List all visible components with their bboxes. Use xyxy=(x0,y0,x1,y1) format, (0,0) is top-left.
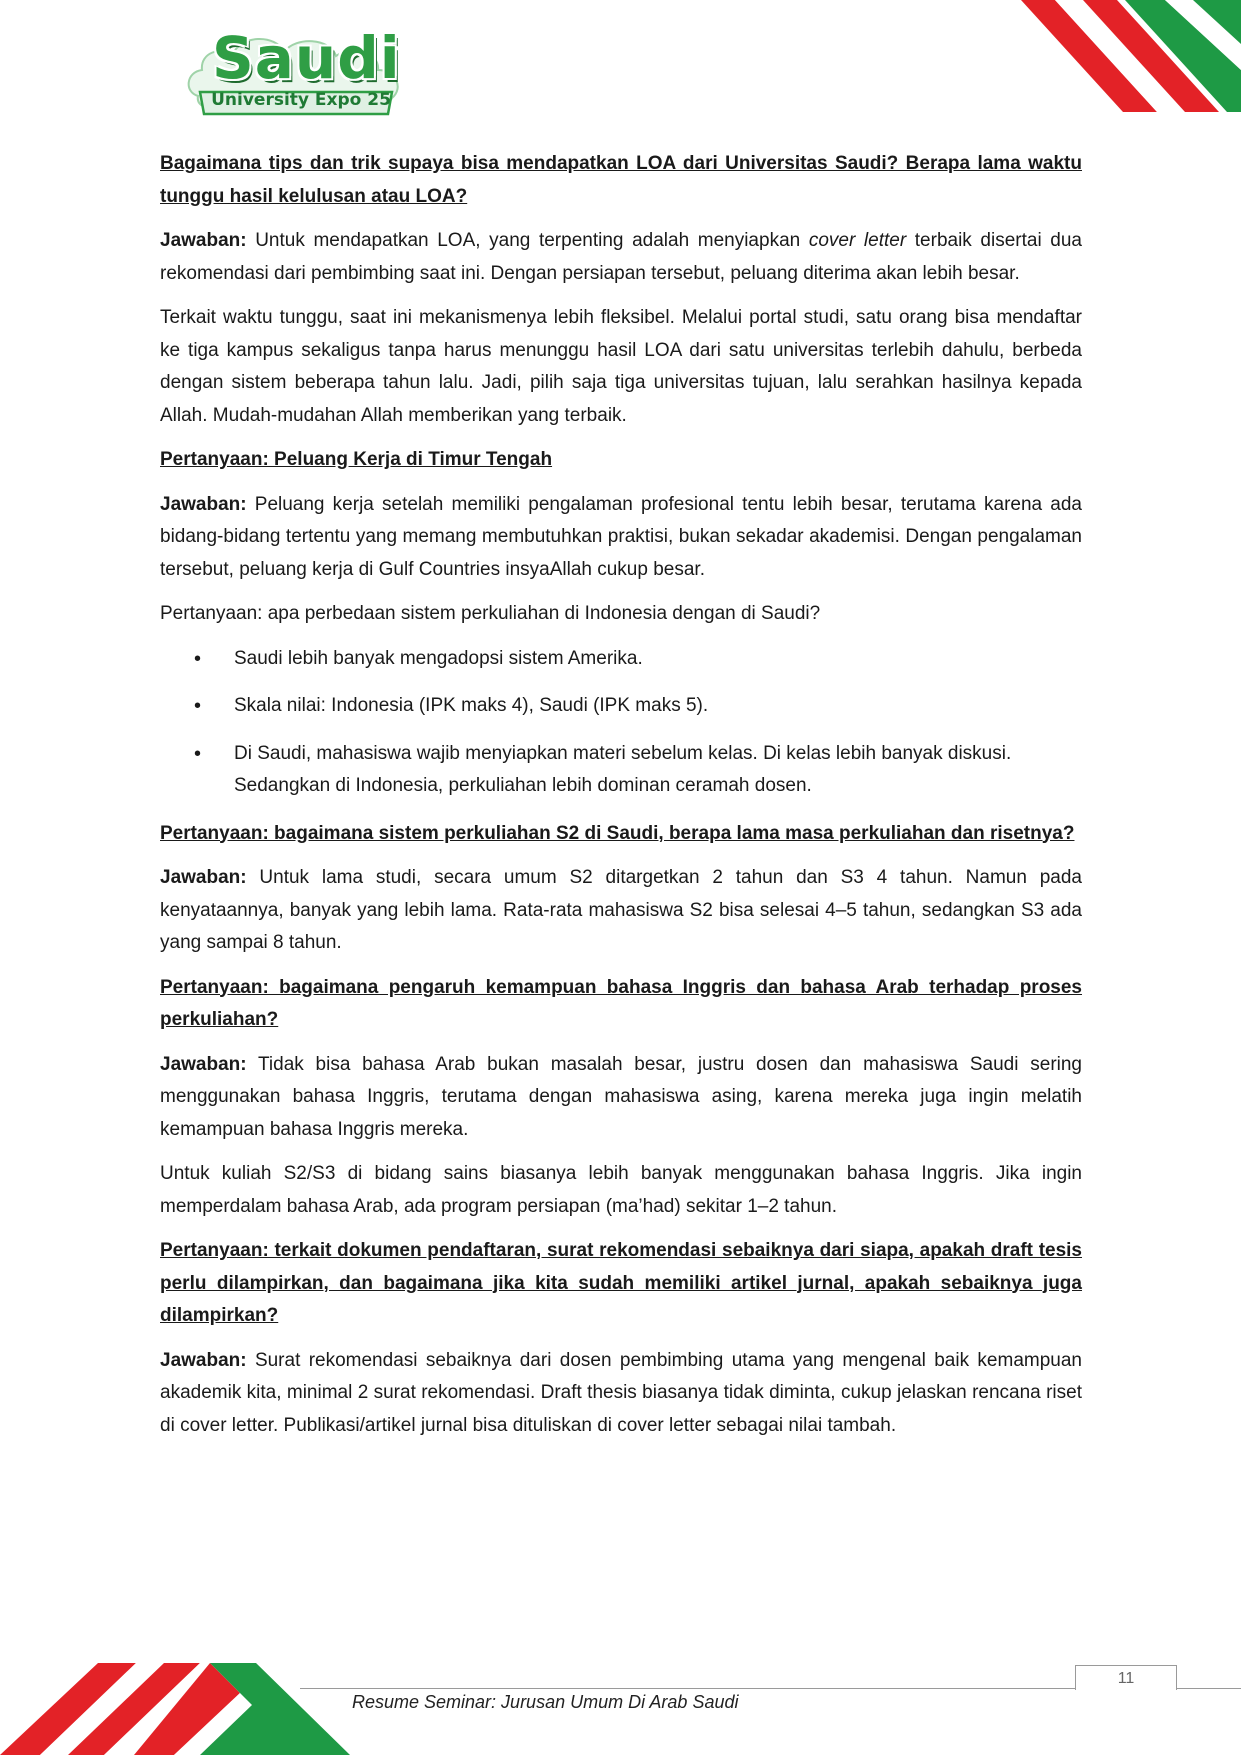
answer-language xyxy=(160,1049,1082,1147)
paragraph-science-language: Untuk kuliah S2/S3 di bidang sains biasanya lebih banyak menggunakan bahasa Inggris. Jika ingin memperdalam bahasa Arab, ada program persiapan (ma’had) sekitar 1–2 tahun. xyxy=(160,1163,1082,1217)
answer-label: Jawaban: xyxy=(160,867,247,888)
question-documents: Pertanyaan: terkait dokumen pendaftaran, surat rekomendasi sebaiknya dari siapa, apakah draft tesis perlu dilampirkan, dan bagaimana jika kita sudah memiliki artikel jurnal, apakah sebaiknya juga dilampirkan? xyxy=(160,1240,1082,1326)
corner-stripes-top xyxy=(991,0,1241,112)
footer-rule-tail xyxy=(1176,1688,1241,1689)
corner-stripes-bottom xyxy=(0,1663,360,1755)
answer-label: Jawaban: xyxy=(160,1349,247,1371)
answer-job-opportunity xyxy=(160,489,1082,587)
page-number: 11 xyxy=(1075,1665,1177,1690)
answer-documents xyxy=(160,1345,1082,1443)
document-body xyxy=(160,148,1082,1454)
list-item: • Saudi lebih banyak mengadopsi sistem Amerika. xyxy=(160,643,1082,676)
answer-label: Jawaban: xyxy=(160,493,247,515)
answer-text: Peluang kerja setelah memiliki pengalaman profesional tentu lebih besar, terutama karena ada bidang-bidang tertentu yang memang membutuhkan praktisi, bukan sekadar akademisi. Dengan pengalaman tersebut, peluang kerja di Gulf Countries insyaAllah cukup besar. xyxy=(160,493,1082,580)
logo-subtitle: University Expo 25 xyxy=(211,90,391,110)
logo-wordmark: Saudi xyxy=(212,24,401,92)
answer-loa-tips xyxy=(160,225,1082,290)
answer-text: Tidak bisa bahasa Arab bukan masalah besar, justru dosen dan mahasiswa Saudi sering menggunakan bahasa Inggris, terutama dengan mahasiswa asing, karena mereka juga ingin melatih kemampuan bahasa Inggris mereka. xyxy=(160,1053,1082,1140)
question-loa-tips: Bagaimana tips dan trik supaya bisa mendapatkan LOA dari Universitas Saudi? Berapa lama waktu tunggu hasil kelulusan atau LOA? xyxy=(160,153,1082,207)
answer-text: Surat rekomendasi sebaiknya dari dosen pembimbing utama yang mengenal baik kemampuan akademik kita, minimal 2 surat rekomendasi. Draft thesis biasanya tidak diminta, cukup jelaskan rencana riset di cover letter. Publikasi/artikel jurnal bisa dituliskan di cover letter sebagai nilai tambah. xyxy=(160,1349,1082,1436)
paragraph-waiting-time: Terkait waktu tunggu, saat ini mekanismenya lebih fleksibel. Melalui portal studi, satu orang bisa mendaftar ke tiga kampus sekaligus tanpa harus menunggu hasil LOA dari satu universitas terlebih dahulu, berbeda dengan sistem beberapa tahun lalu. Jadi, pilih saja tiga universitas tujuan, lalu serahkan hasilnya kepada Allah. Mudah-mudahan Allah memberikan yang terbaik. xyxy=(160,307,1082,426)
footer-rule xyxy=(300,1688,1075,1689)
question-job-opportunity: Pertanyaan: Peluang Kerja di Timur Tengah xyxy=(160,449,553,470)
answer-label: Jawaban: xyxy=(160,230,247,251)
question-system-difference: Pertanyaan: apa perbedaan sistem perkuliahan di Indonesia dengan di Saudi? xyxy=(160,603,821,624)
answer-label: Jawaban: xyxy=(160,1053,247,1075)
footer-title: Resume Seminar: Jurusan Umum Di Arab Saudi xyxy=(352,1692,739,1712)
question-s2-system: Pertanyaan: bagaimana sistem perkuliahan S2 di Saudi, berapa lama masa perkuliahan dan risetnya? xyxy=(160,822,1075,844)
answer-text: Untuk mendapatkan LOA, yang terpenting adalah menyiapkan xyxy=(246,230,809,251)
answer-text: Untuk lama studi, secara umum S2 ditargetkan 2 tahun dan S3 4 tahun. Namun pada kenyataannya, banyak yang lebih lama. Rata-rata mahasiswa S2 bisa selesai 4–5 tahun, sedangkan S3 ada yang sampai 8 tahun. xyxy=(160,867,1082,953)
answer-emphasis: cover letter xyxy=(808,230,907,251)
list-item: • Skala nilai: Indonesia (IPK maks 4), Saudi (IPK maks 5). xyxy=(160,690,1082,723)
saudi-expo-logo xyxy=(180,26,412,118)
answer-s2-system xyxy=(160,862,1082,960)
list-item: • Di Saudi, mahasiswa wajib menyiapkan materi sebelum kelas. Di kelas lebih banyak diskusi. Sedangkan di Indonesia, perkuliahan lebih dominan ceramah dosen. xyxy=(160,738,1082,803)
difference-list xyxy=(160,643,1082,803)
question-language: Pertanyaan: bagaimana pengaruh kemampuan bahasa Inggris dan bahasa Arab terhadap proses perkuliahan? xyxy=(160,976,1082,1030)
answer-text: terbaik disertai dua rekomendasi dari pembimbing saat ini. Dengan persiapan tersebut, peluang diterima akan lebih besar. xyxy=(160,230,1082,284)
